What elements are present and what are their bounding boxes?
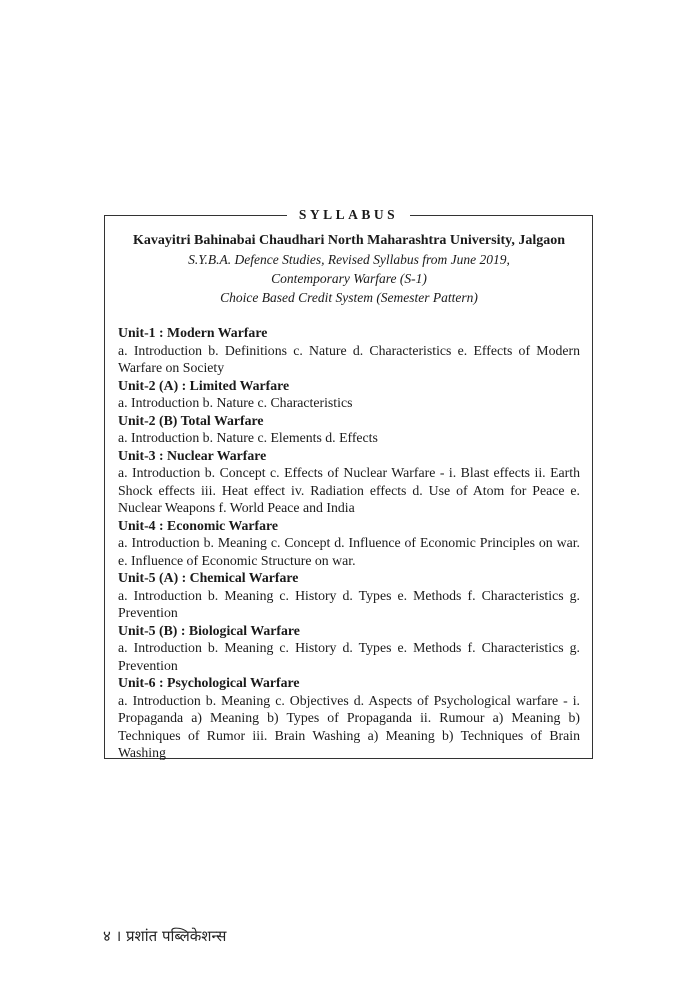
unit-3 [118, 447, 580, 517]
paper-title: Contemporary Warfare (S-1) [271, 271, 427, 286]
unit-5b [118, 622, 580, 675]
unit-description: a. Introduction b. Definitions c. Nature d. Characteristics e. Effects of Modern Warfare on Society [118, 342, 580, 375]
unit-title: Unit-6 : Psychological Warfare [118, 675, 300, 690]
syllabus-box [104, 207, 593, 760]
unit-description: a. Introduction b. Meaning c. Concept d. Influence of Economic Principles on war. e. Influence of Economic Structure on war. [118, 535, 580, 568]
unit-title: Unit-5 (A) : Chemical Warfare [118, 570, 299, 585]
unit-description: a. Introduction b. Nature c. Characteristics [118, 395, 353, 410]
unit-description: a. Introduction b. Meaning c. History d. Types e. Methods f. Characteristics g. Prevention [118, 640, 580, 673]
unit-title: Unit-2 (A) : Limited Warfare [118, 377, 290, 393]
unit-1 [118, 324, 580, 377]
unit-2b [118, 412, 580, 447]
unit-6 [118, 674, 580, 762]
university-name: Kavayitri Bahinabai Chaudhari North Maharashtra University, Jalgaon [132, 233, 566, 248]
unit-description: a. Introduction b. Meaning c. History d. Types e. Methods f. Characteristics g. Prevention [118, 587, 580, 620]
syllabus-title: SYLLABUS [287, 207, 410, 222]
unit-title: Unit-3 : Nuclear Warfare [118, 447, 267, 463]
syllabus-content [118, 231, 580, 762]
unit-title: Unit-4 : Economic Warfare [118, 517, 279, 533]
page-footer: ४ । प्रशांत पब्लिकेशन्स [103, 927, 227, 945]
course-line: S.Y.B.A. Defence Studies, Revised Syllabus from June 2019, [188, 252, 510, 267]
unit-2a [118, 377, 580, 412]
unit-description: a. Introduction b. Nature c. Elements d. Effects [118, 430, 378, 445]
unit-title: Unit-5 (B) : Biological Warfare [118, 622, 300, 638]
units-list [118, 324, 580, 762]
syllabus-heading [105, 207, 592, 223]
unit-4 [118, 517, 580, 570]
syllabus-header [118, 231, 580, 307]
credit-system: Choice Based Credit System (Semester Pattern) [220, 290, 478, 305]
unit-title: Unit-1 : Modern Warfare [118, 325, 268, 340]
unit-title: Unit-2 (B) Total Warfare [118, 412, 264, 428]
unit-description: a. Introduction b. Concept c. Effects of Nuclear Warfare - i. Blast effects ii. Earth Shock effects iii. Heat effect iv. Radiation effects d. Use of Atom for Peace e. Nuclear Weapons f. World Peace and India [118, 465, 580, 515]
unit-description: a. Introduction b. Meaning c. Objectives d. Aspects of Psychological warfare - i. Propaganda a) Meaning b) Types of Propaganda ii. Rumour a) Meaning b) Techniques of Rumor iii. Brain Washing a) Meaning b) Techniques of Brain Washing [118, 692, 580, 760]
unit-5a [118, 569, 580, 622]
